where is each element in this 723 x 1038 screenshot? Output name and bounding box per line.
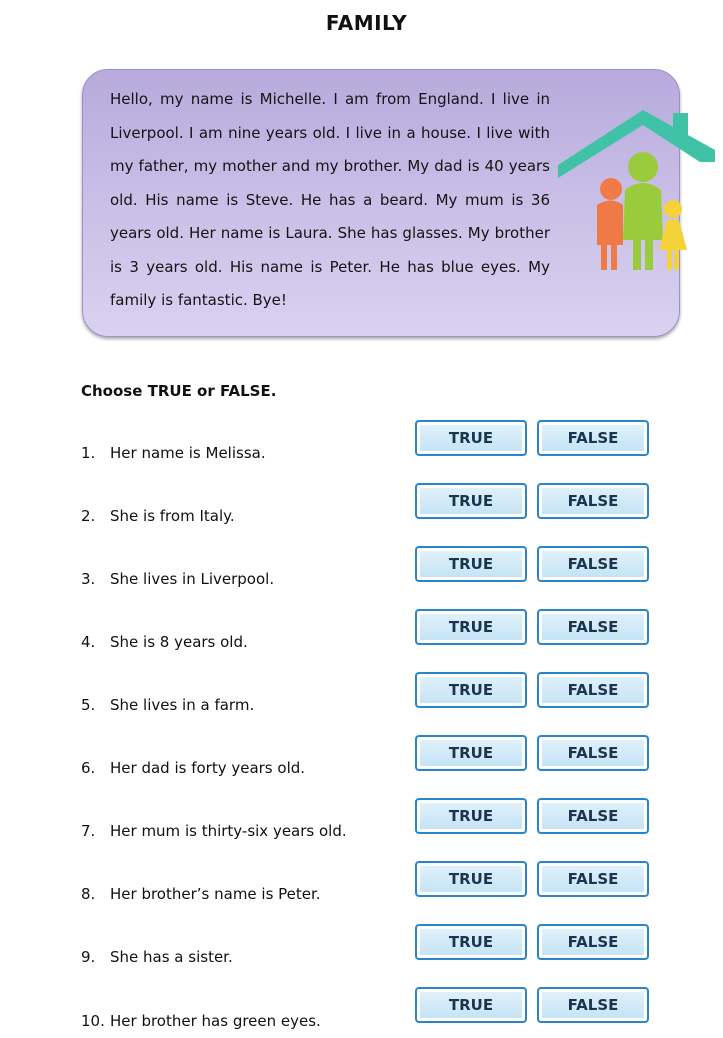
chimney-shape	[673, 113, 688, 141]
question-row	[0, 609, 723, 653]
question-row	[0, 672, 723, 716]
false-button[interactable]: FALSE	[537, 672, 649, 708]
false-button[interactable]: FALSE	[537, 987, 649, 1023]
question-number: 8.	[81, 885, 96, 903]
father-head	[600, 178, 622, 200]
question-text: She is 8 years old.	[110, 633, 248, 651]
true-button[interactable]: TRUE	[415, 987, 527, 1023]
question-text: She lives in Liverpool.	[110, 570, 275, 588]
true-button[interactable]: TRUE	[415, 861, 527, 897]
question-text: Her brother has green eyes.	[110, 1012, 321, 1030]
instructions: Choose TRUE or FALSE.	[81, 382, 277, 400]
child-body	[659, 220, 687, 270]
question-number: 2.	[81, 507, 96, 525]
true-button[interactable]: TRUE	[415, 420, 527, 456]
mother-head	[628, 152, 658, 182]
false-button[interactable]: FALSE	[537, 924, 649, 960]
question-number: 7.	[81, 822, 96, 840]
question-row	[0, 420, 723, 464]
question-text: Her brother’s name is Peter.	[110, 885, 321, 903]
true-button[interactable]: TRUE	[415, 798, 527, 834]
question-text: Her mum is thirty-six years old.	[110, 822, 347, 840]
true-button[interactable]: TRUE	[415, 735, 527, 771]
true-button[interactable]: TRUE	[415, 483, 527, 519]
story-box	[82, 69, 680, 337]
question-number: 4.	[81, 633, 96, 651]
question-number: 3.	[81, 570, 96, 588]
question-text: Her name is Melissa.	[110, 444, 266, 462]
child-head	[664, 200, 682, 218]
false-button[interactable]: FALSE	[537, 420, 649, 456]
false-button[interactable]: FALSE	[537, 861, 649, 897]
question-row	[0, 483, 723, 527]
question-row	[0, 798, 723, 842]
question-row	[0, 735, 723, 779]
mother-body	[623, 183, 663, 270]
question-row	[0, 987, 723, 1031]
question-text: She lives in a farm.	[110, 696, 255, 714]
question-row	[0, 924, 723, 968]
question-number: 10.	[81, 1012, 105, 1030]
question-number: 5.	[81, 696, 96, 714]
question-row	[0, 546, 723, 590]
question-row	[0, 861, 723, 905]
question-number: 1.	[81, 444, 96, 462]
true-button[interactable]: TRUE	[415, 672, 527, 708]
house-family-icon	[555, 110, 715, 280]
true-button[interactable]: TRUE	[415, 924, 527, 960]
question-number: 6.	[81, 759, 96, 777]
question-text: She has a sister.	[110, 948, 233, 966]
false-button[interactable]: FALSE	[537, 735, 649, 771]
false-button[interactable]: FALSE	[537, 483, 649, 519]
false-button[interactable]: FALSE	[537, 798, 649, 834]
question-number: 9.	[81, 948, 96, 966]
true-button[interactable]: TRUE	[415, 546, 527, 582]
story-text: Hello, my name is Michelle. I am from England. I live in Liverpool. I am nine years old. I live in a house. I live with my father, my mother and my brother. My dad is 40 years old. His name is Steve. He has a beard. My mum is 36 years old. Her name is Laura. She has glasses. My brother is 3 years old. His name is Peter. He has blue eyes. My family is fantastic. Bye!	[110, 90, 550, 309]
father-body	[597, 201, 623, 271]
false-button[interactable]: FALSE	[537, 609, 649, 645]
question-text: She is from Italy.	[110, 507, 235, 525]
false-button[interactable]: FALSE	[537, 546, 649, 582]
page-title: FAMILY	[325, 11, 408, 35]
true-button[interactable]: TRUE	[415, 609, 527, 645]
question-text: Her dad is forty years old.	[110, 759, 306, 777]
